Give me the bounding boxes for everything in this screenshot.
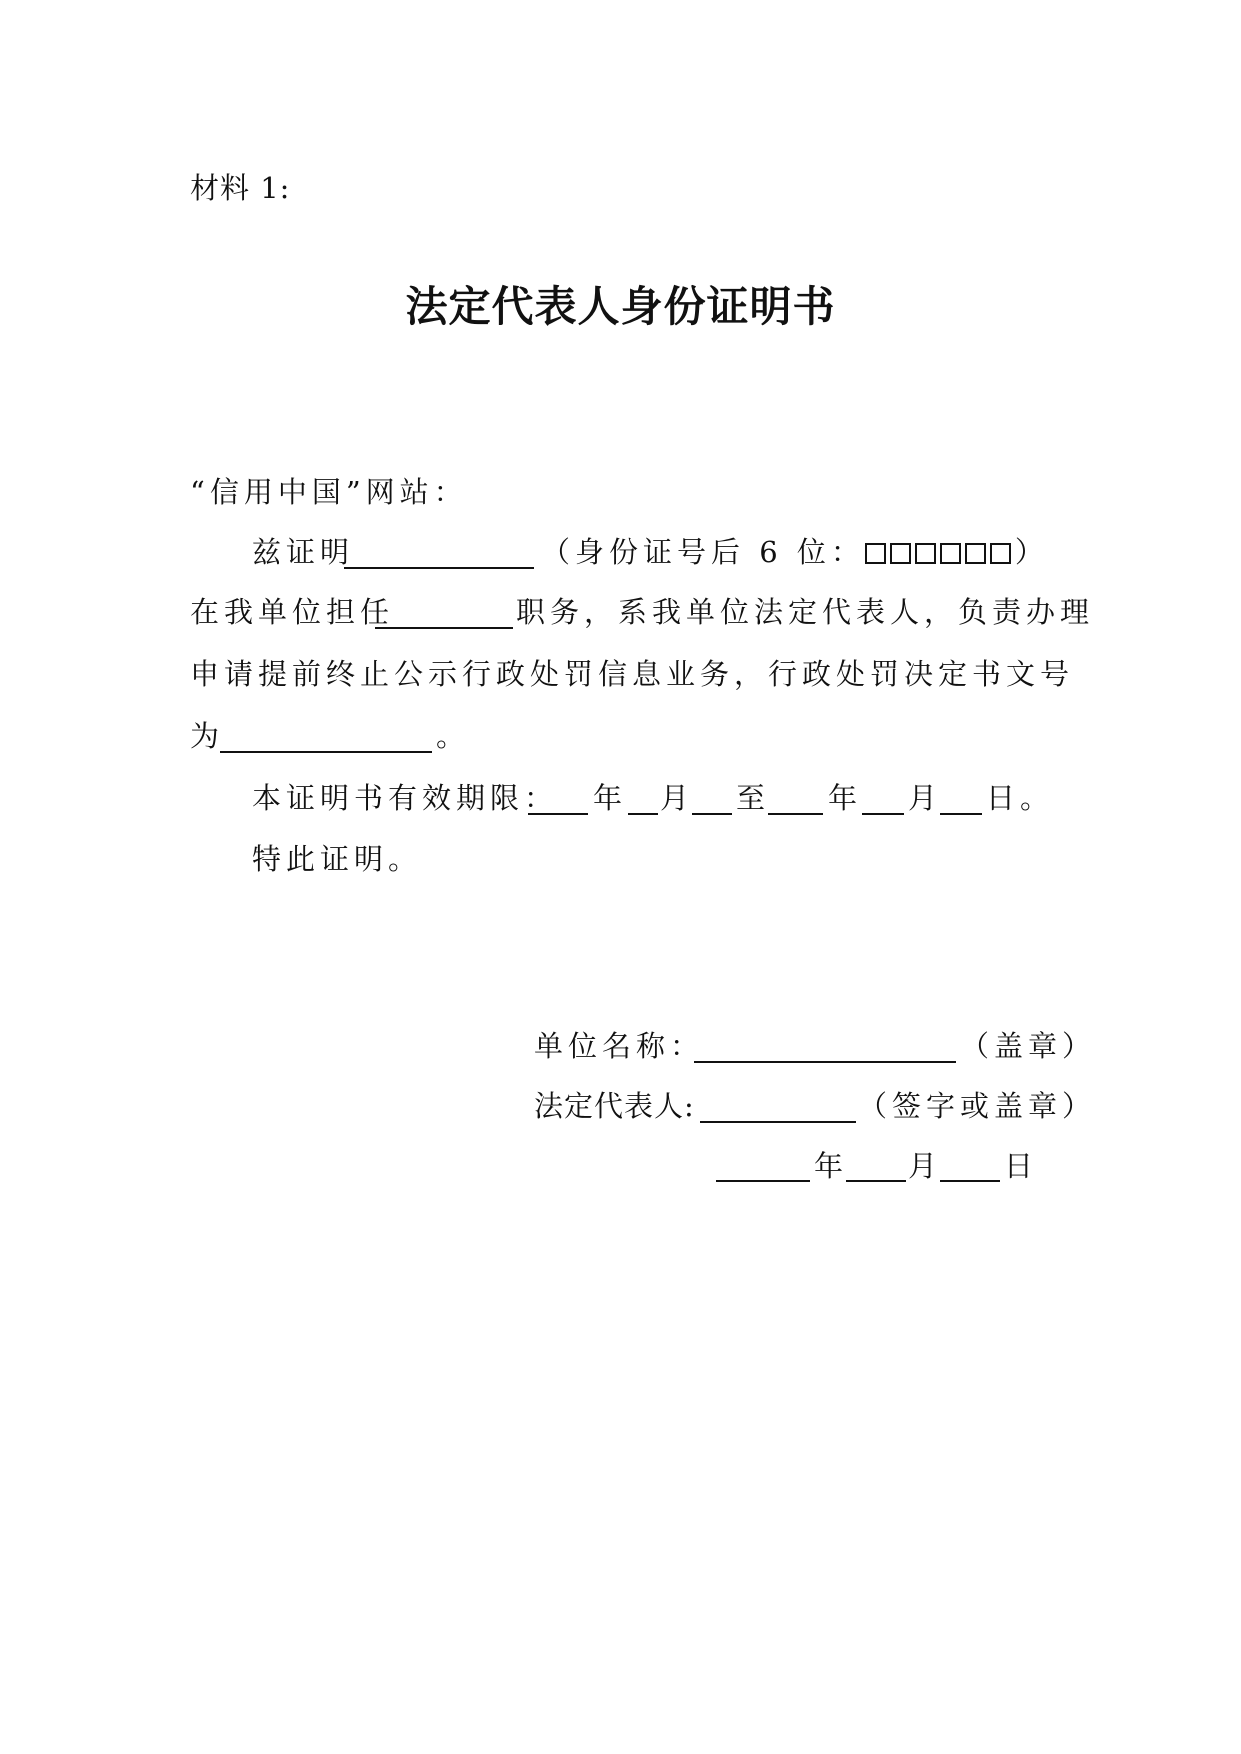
legal-rep-label: 法定代表人: [534, 1089, 695, 1123]
sign-day: 日 [1004, 1149, 1039, 1183]
closing-text: 特此证明。 [252, 842, 423, 876]
validity-start-year-blank[interactable] [528, 813, 588, 815]
position-text-end: 职务，系我单位法定代表人，负责办理 [516, 595, 1095, 629]
validity-end-day-blank[interactable] [940, 813, 982, 815]
sign-month: 月 [908, 1149, 943, 1183]
validity-label: 本证明书有效期限： [252, 781, 559, 815]
position-text-start: 在我单位担任 [190, 595, 395, 629]
id-digit-boxes[interactable] [865, 535, 1015, 569]
doc-number-suffix: 。 [436, 719, 471, 753]
validity-end-year-blank[interactable] [768, 813, 823, 815]
doc-number-prefix: 为 [190, 719, 225, 753]
id-hint-text: （身份证号后 6 位： [541, 535, 865, 569]
sign-day-blank[interactable] [940, 1180, 1000, 1182]
unit-name-label: 单位名称： [534, 1029, 705, 1063]
legal-rep-note: （签字或盖章） [858, 1089, 1097, 1123]
business-text: 申请提前终止公示行政处罚信息业务，行政处罚决定书文号 [190, 657, 1075, 691]
name-blank[interactable] [344, 567, 534, 569]
id-hint-close: ） [1014, 535, 1049, 569]
sign-month-blank[interactable] [846, 1180, 906, 1182]
unit-name-blank[interactable] [694, 1061, 956, 1063]
validity-month-2: 月 [908, 781, 943, 815]
id-digit-box[interactable] [940, 543, 961, 564]
unit-seal-note: （盖章） [960, 1029, 1097, 1063]
id-digit-box[interactable] [865, 543, 886, 564]
position-blank[interactable] [375, 627, 513, 629]
legal-rep-blank[interactable] [700, 1121, 856, 1123]
id-hint [541, 535, 1049, 569]
id-digit-box[interactable] [915, 543, 936, 564]
id-digit-box[interactable] [990, 543, 1011, 564]
material-label: 材料 1: [190, 171, 291, 205]
certify-text: 兹证明 [252, 535, 355, 569]
validity-day: 日。 [986, 781, 1055, 815]
document-title: 法定代表人身份证明书 [405, 282, 836, 331]
validity-month-1: 月 [660, 781, 695, 815]
doc-number-blank[interactable] [220, 751, 432, 753]
validity-to: 至 [736, 781, 771, 815]
validity-start-day-blank[interactable] [692, 813, 732, 815]
validity-year-1: 年 [593, 781, 628, 815]
validity-year-2: 年 [828, 781, 863, 815]
id-digit-box[interactable] [965, 543, 986, 564]
validity-end-month-blank[interactable] [862, 813, 904, 815]
addressee: “信用中国”网站： [190, 475, 468, 509]
id-digit-box[interactable] [890, 543, 911, 564]
validity-start-month-blank[interactable] [628, 813, 658, 815]
sign-year: 年 [814, 1149, 849, 1183]
sign-year-blank[interactable] [716, 1180, 810, 1182]
